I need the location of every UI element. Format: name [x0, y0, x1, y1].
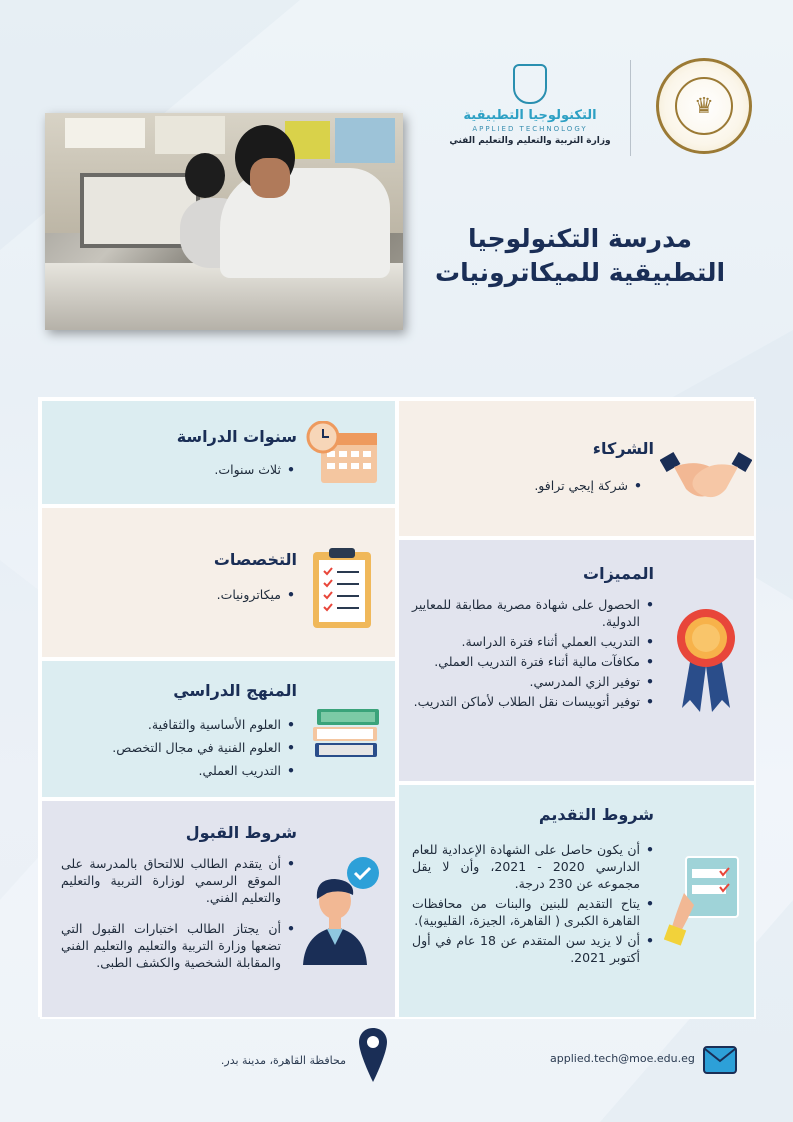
info-grid	[38, 397, 754, 1017]
ministry-seal-logo	[656, 58, 752, 154]
verified-student-icon	[297, 855, 381, 967]
email-envelope-icon	[703, 1046, 737, 1074]
application-title: شروط التقديم	[538, 805, 654, 824]
partners-list	[424, 477, 644, 497]
header-logos	[440, 58, 760, 168]
application-list	[412, 841, 656, 969]
logo-ar-text: التكنولوجيا التطبيقية	[463, 108, 597, 123]
years-list	[97, 461, 297, 481]
list-item: • أن لا يزيد سن المتقدم عن 18 عام في أول أكتوبر 2021.	[412, 932, 656, 966]
specializations-title: التخصصات	[213, 550, 297, 569]
award-ribbon-icon	[676, 608, 736, 714]
application-conditions-card	[397, 783, 756, 1019]
features-card	[397, 538, 756, 783]
list-item: • شركة إيجي ترافو.	[424, 477, 644, 494]
footer-email[interactable]: applied.tech@moe.edu.eg	[550, 1052, 695, 1065]
list-item: • أن يتقدم الطالب للالتحاق بالمدرسة على الموقع الرسمي لوزارة التربية والتعليم والتعليم الفني.	[61, 855, 297, 906]
clipboard-checklist-icon	[311, 546, 373, 630]
logo-ministry-text: وزارة التربية والتعليم والتعليم الفني	[449, 136, 611, 146]
eagle-icon: ♛	[675, 77, 733, 135]
list-item: • العلوم الفنية في مجال التخصص.	[57, 738, 297, 758]
logo-en-text: APPLIED TECHNOLOGY	[472, 125, 588, 133]
curriculum-list	[57, 715, 297, 784]
study-years-card	[40, 399, 397, 506]
features-list	[412, 596, 656, 713]
list-item: • الحصول على شهادة مصرية مطابقة للمعايير الدولية.	[412, 596, 656, 630]
list-item: • التدريب العملي أثناء فترة الدراسة.	[412, 633, 656, 650]
specializations-card	[40, 506, 397, 659]
applied-technology-logo	[440, 64, 620, 146]
title-line-1: مدرسة التكنولوجيا	[467, 224, 692, 253]
page-title	[420, 222, 740, 290]
list-item: • التدريب العملي.	[57, 761, 297, 781]
list-item: • توفير الزي المدرسي.	[412, 673, 656, 690]
admission-conditions-card	[40, 799, 397, 1019]
partners-title: الشركاء	[592, 439, 654, 458]
list-item: • أن يكون حاصل على الشهادة الإعدادية للعام الدارسي 2020 - 2021، وأن لا يقل مجموعه عن 230 درجة.	[412, 841, 656, 892]
title-line-2: التطبيقية للميكاترونيات	[434, 258, 726, 287]
footer-address: محافظة القاهرة، مدينة بدر.	[220, 1054, 346, 1067]
list-item: • ميكاترونيات.	[97, 586, 297, 603]
curriculum-card	[40, 659, 397, 799]
curriculum-title: المنهج الدراسي	[173, 681, 297, 700]
admission-list	[61, 855, 297, 974]
list-item: • مكافآت مالية أثناء فترة التدريب العملي.	[412, 653, 656, 670]
list-item: • ثلاث سنوات.	[97, 461, 297, 478]
students-photo	[45, 113, 403, 330]
calendar-clock-icon	[305, 421, 381, 487]
logo-divider	[630, 60, 631, 156]
list-item: • توفير أتوبيسات نقل الطلاب لأماكن التدريب.	[412, 693, 656, 710]
applied-technology-mark-icon	[513, 64, 547, 104]
admission-title: شروط القبول	[185, 823, 297, 842]
specializations-list	[97, 586, 297, 606]
checklist-form-icon	[664, 853, 744, 949]
features-title: المميزات	[583, 564, 654, 583]
list-item: • أن يجتاز الطالب اختبارات القبول التي تضعها وزارة التربية والتعليم والتعليم الفني والمقابلة الشخصية والكشف الطبى.	[61, 920, 297, 971]
books-stack-icon	[311, 703, 383, 761]
list-item: • يتاح التقديم للبنين والبنات من محافظات القاهرة الكبرى ( القاهرة، الجيزة، القليوبية).	[412, 895, 656, 929]
handshake-icon	[660, 447, 752, 507]
list-item: • العلوم الأساسية والثقافية.	[57, 715, 297, 735]
partners-card	[397, 399, 756, 538]
years-title: سنوات الدراسة	[176, 427, 297, 446]
location-pin-icon	[357, 1026, 389, 1084]
